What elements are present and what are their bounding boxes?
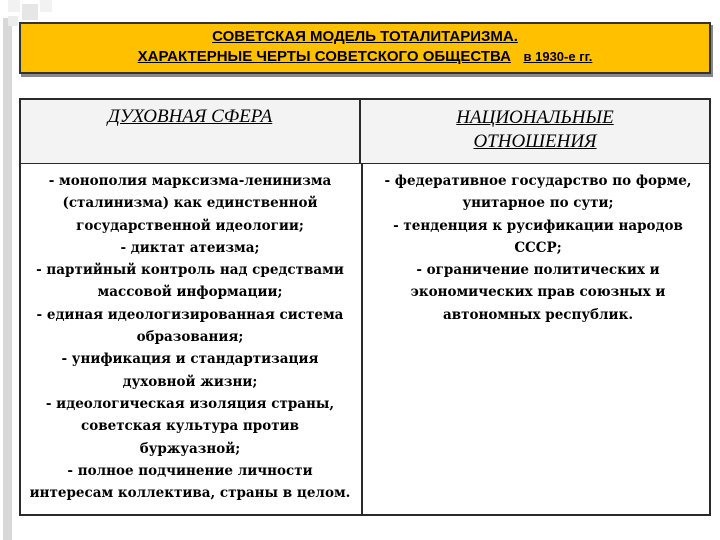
list-item: - ограничение политических и: [416, 262, 660, 279]
header-right-line: НАЦИОНАЛЬНЫЕ: [456, 107, 614, 128]
list-item: массовой информации;: [97, 284, 283, 301]
list-item: - единая идеологизированная система: [36, 306, 344, 323]
decor-square: [40, 0, 52, 12]
list-item: советская культура против: [81, 418, 299, 435]
list-item: духовной жизни;: [122, 373, 258, 390]
characteristics-table: [19, 98, 711, 516]
decor-square: [22, 4, 38, 20]
slide-title: [19, 22, 711, 74]
title-line-1: СОВЕТСКАЯ МОДЕЛЬ ТОТАЛИТАРИЗМА.: [212, 28, 518, 45]
list-item: образования;: [136, 329, 244, 346]
list-item: - полное подчинение личности: [67, 462, 313, 479]
title-period: в 1930-е гг.: [523, 49, 593, 64]
list-item: государственной идеологии;: [76, 217, 304, 234]
header-spiritual-sphere: ДУХОВНАЯ СФЕРА: [21, 100, 361, 164]
list-item: буржуазной;: [139, 440, 241, 457]
column-divider: [361, 164, 363, 514]
title-line-2: ХАРАКТЕРНЫЕ ЧЕРТЫ СОВЕТСКОГО ОБЩЕСТВА: [137, 48, 511, 65]
list-item: - диктат атеизма;: [120, 239, 260, 256]
list-item: интересам коллектива, страны в целом.: [29, 485, 351, 502]
spiritual-sphere-cell: [23, 170, 357, 504]
national-relations-cell: [369, 170, 707, 326]
list-item: - унификация и стандартизация: [61, 351, 319, 368]
list-item: СССР;: [514, 239, 562, 256]
header-national-relations: [361, 100, 709, 164]
list-item: экономических прав союзных и: [410, 284, 666, 301]
decor-square: [8, 0, 20, 12]
list-item: автономных республик.: [442, 306, 634, 323]
list-item: - монополия марксизма-ленинизма: [48, 173, 332, 189]
list-item: - тенденция к русификации народов: [393, 217, 683, 234]
list-item: - федеративное государство по форме,: [384, 173, 692, 189]
decor-square: [8, 16, 18, 26]
slide-left-rule: [3, 18, 12, 540]
list-item: - партийный контроль над средствами: [36, 262, 344, 279]
list-item: - идеологическая изоляция страны,: [45, 395, 335, 412]
list-item: унитарное по сути;: [462, 195, 614, 212]
header-right-line: ОТНОШЕНИЯ: [473, 131, 597, 152]
list-item: (сталинизма) как единственной: [62, 195, 318, 212]
